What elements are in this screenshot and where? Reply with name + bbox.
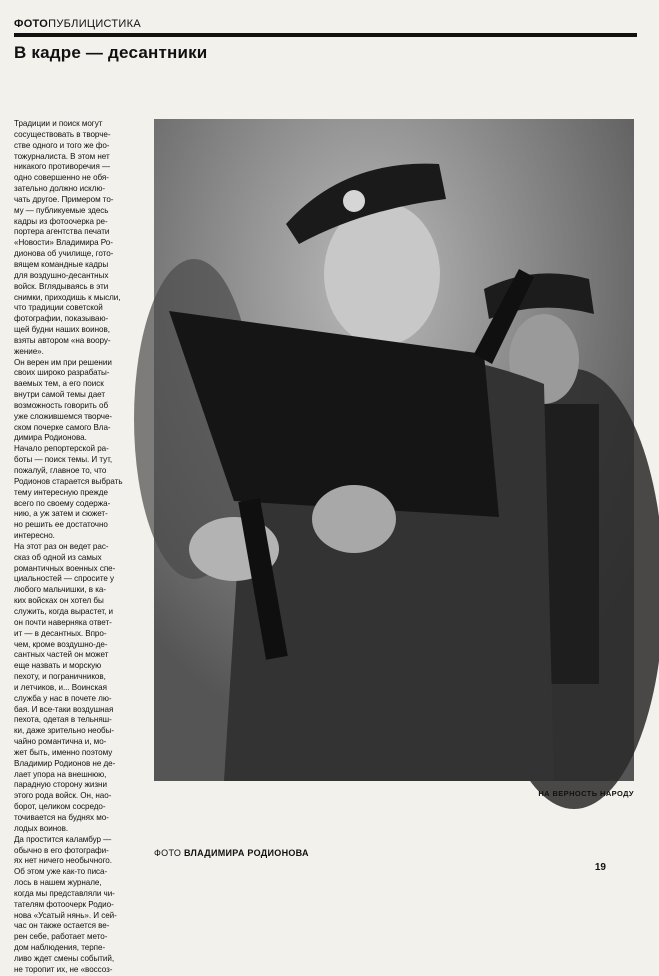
article-body (14, 119, 146, 974)
paragraph: Начало репортерской ра- боты — поиск темы. И тут, пожалуй, главное то, что Родионов старается выбрать тему интересную прежде всего по своему содержа- нию, а уж затем и сюжет- но решить ее достаточно интересно. (14, 444, 123, 541)
photo-illustration (154, 119, 634, 781)
paragraph: На этот раз он ведет рас- сказ об одной из самых романтичных военных спе- циальностей — спросите у любого мальчишки, в ка- ких войсках он хотел бы служить, когда вырастет, и он почти наверняка ответ- ит — в десантных. Впро- чем, кроме воздушно-де- сантных частей он может еще назвать и морскую пехоту, и пограничников, и летчиков, и... Воинская служба у нас в почете лю- бая. И все-таки воздушная пехота, одетая в тельняш- ки, даже зрительно необы- чайно романтична и, мо- жет быть, именно поэтому Владимир Родионов не де- лает упора на внешнюю, парадную сторону жизни этого рода войск. Он, нао- борот, целиком сосредо- точивается на буднях мо- лодых воинов. (14, 541, 116, 833)
paragraph: Традиции и поиск могут сосуществовать в творче- стве одного и того же фо- тожурналиста. В этом нет никакого противоречия — одно совершенно не обя- зательно должно исклю- чать другое. Примером то- му — публикуемые здесь кадры из фотоочерка ре- портера агентства печати «Новости» Владимира Ро- дионова об училище, гото- вящем командные кадры для воздушно-десантных войск. Вглядываясь в эти снимки, приходишь к мысли, что традиции советской фотографии, показываю- щей будни наших воинов, взяты автором «на воору- жение». (14, 119, 121, 356)
photo-credit (154, 848, 309, 858)
credit-name: ВЛАДИМИРА РОДИОНОВА (183, 848, 309, 858)
article-title: В кадре — десантники (14, 43, 208, 62)
page-number: 19 (594, 862, 606, 873)
header-rule (14, 33, 637, 37)
rubric-bold: ФОТО (14, 18, 49, 30)
paragraph: Да простится каламбур — обычно в его фотографи- ях нет ничего необычного. Об этом уже как-то писа- лось в нашем журнале, когда мы представляли чи- тателям фотоочерк Родио- нова «Усатый нянь». И сей- час он также остается ве- рен себе, работает мето- дом наблюдения, терпе- ливо ждет смены событий, не торопит их, не «воссоз- (14, 834, 117, 974)
credit-prefix: ФОТО (154, 848, 184, 858)
rubric-rest: ПУБЛИЦИСТИКА (48, 18, 141, 30)
paragraph: Он верен им при решении своих широко разрабаты- ваемых тем, а его поиск внутри самой темы дает возможность говорить об уже сложившемся творче- ском почерке самого Вла- димира Родионова. (14, 357, 113, 443)
oath-photo (154, 119, 634, 781)
photo-caption: НА ВЕРНОСТЬ НАРОДУ (538, 789, 634, 798)
section-rubric (14, 18, 141, 30)
